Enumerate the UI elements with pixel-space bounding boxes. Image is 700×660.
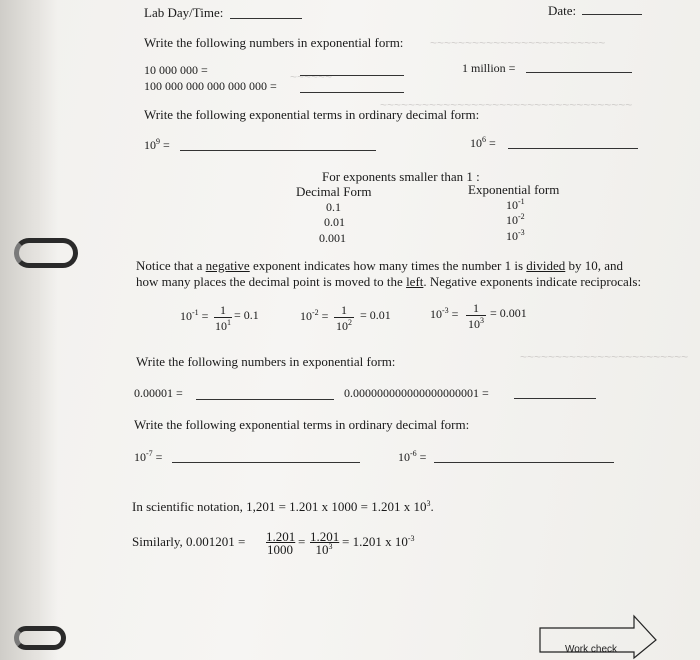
question-text: 0.000000000000000000001 =	[344, 386, 489, 400]
table-decimal-value: 0.001	[319, 231, 346, 245]
date-field[interactable]	[582, 14, 642, 15]
table-decimal-value: 0.01	[324, 215, 345, 229]
section3-instruction: Write the following numbers in exponential form:	[136, 354, 396, 369]
section2-instruction: Write the following exponential terms in ordinary decimal form:	[144, 107, 480, 122]
exponent-term: $10^{-6}$ =	[398, 449, 427, 464]
example-fraction: 1 $10^1$	[215, 303, 231, 333]
date-label: Date:	[548, 3, 577, 18]
bleed-through-text: ~~~~~~	[290, 70, 333, 84]
question-text: 0.00001 =	[134, 386, 183, 400]
answer-blank[interactable]	[300, 75, 404, 76]
answer-blank[interactable]	[526, 72, 632, 73]
scientific-fraction: $\frac{1.201}{10^3}$	[310, 529, 340, 557]
binder-ring	[14, 626, 66, 650]
bleed-through-text: ~~~~~~~~~~~~~~~~~~~~~~~~	[520, 350, 689, 364]
example-expression: $10^{-1}$ =	[180, 308, 209, 323]
table-exponent-value: $10^{-1}$	[506, 197, 525, 212]
notice-line-2: how many places the decimal point is moved to the left. Negative exponents indicate reciprocals:	[136, 274, 642, 289]
exponent-term: $10^9$ =	[144, 137, 170, 152]
answer-blank[interactable]	[172, 462, 360, 463]
example-fraction: 1 $10^3$	[468, 301, 484, 331]
bleed-through-text: ~~~~~~~~~~~~~~~~~~~~~~~~~~~~~~~~~~~~	[380, 98, 633, 112]
example-result: = 0.1	[234, 308, 259, 322]
scientific-notation-line: In scientific notation, 1,201 = 1.201 x 1000 = 1.201 x $10^3$.	[132, 499, 434, 514]
section4-instruction: Write the following exponential terms in ordinary decimal form:	[134, 417, 470, 432]
similarly-label: Similarly, 0.001201 =	[132, 534, 246, 549]
table-intro: For exponents smaller than 1 :	[322, 169, 480, 184]
table-header-exponential: Exponential form	[468, 182, 560, 197]
example-fraction: 1 $10^2$	[336, 303, 352, 333]
answer-blank[interactable]	[300, 92, 404, 93]
table-exponent-value: $10^{-3}$	[506, 228, 525, 243]
binder-ring	[14, 238, 78, 268]
answer-blank[interactable]	[514, 398, 596, 399]
lab-day-label: Lab Day/Time:	[144, 5, 224, 20]
answer-blank[interactable]	[180, 150, 376, 151]
answer-blank[interactable]	[196, 399, 334, 400]
example-expression: $10^{-2}$ =	[300, 308, 329, 323]
table-header-decimal: Decimal Form	[296, 184, 372, 199]
question-text: 1 million =	[462, 61, 516, 75]
scientific-result: = 1.201 x $10^{-3}$	[342, 534, 415, 549]
exponent-term: $10^{-7}$ =	[134, 449, 163, 464]
example-result: = 0.01	[360, 308, 391, 322]
binder-edge-shadow	[0, 0, 58, 660]
equals-sign: =	[298, 534, 306, 549]
exponent-term: $10^6$ =	[470, 135, 496, 150]
scientific-fraction: $\frac{1.201}{1000}$	[266, 529, 296, 557]
table-exponent-value: $10^{-2}$	[506, 212, 525, 227]
answer-blank[interactable]	[508, 148, 638, 149]
bleed-through-text: ~~~~~~~~~~~~~~~~~~~~~~~~~	[430, 36, 606, 50]
work-check-button[interactable]: Work check	[564, 644, 618, 655]
answer-blank[interactable]	[434, 462, 614, 463]
lab-day-field[interactable]	[230, 18, 302, 19]
section1-instruction: Write the following numbers in exponential form:	[144, 35, 404, 50]
example-expression: $10^{-3}$ =	[430, 306, 459, 321]
question-text: 100 000 000 000 000 000 =	[144, 79, 277, 93]
question-text: 10 000 000 =	[144, 63, 208, 77]
notice-line-1: Notice that a negative exponent indicates how many times the number 1 is divided by 10, and	[136, 258, 624, 273]
table-decimal-value: 0.1	[326, 200, 341, 214]
example-result: = 0.001	[490, 306, 527, 320]
